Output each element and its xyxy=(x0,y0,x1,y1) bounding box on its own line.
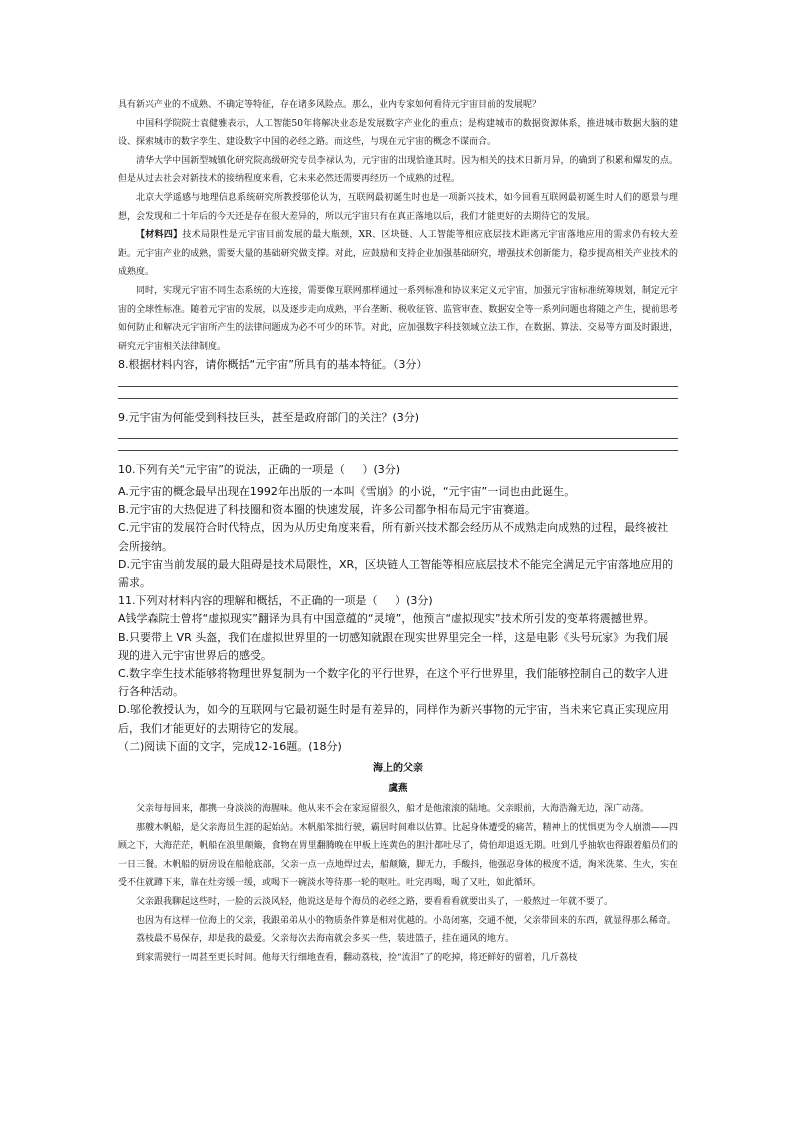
story-paragraph: 父亲跟我聊起这些时，一脸的云淡风轻，他说这是每个海员的必经之路，要看看看就要出头了，一般熬过一年就不要了。 xyxy=(136,896,614,907)
question-11-stem: 11.下列对材料内容的理解和概括，不正确的一项是（ ）(3分) xyxy=(118,594,433,608)
material-tag: 【材料四】 xyxy=(136,230,183,241)
option-c: C.数字孪生技术能够将物理世界复制为一个数字化的平行世界，在这个平行世界里，我们能够控制自己的数字人进行各种活动。 xyxy=(118,666,669,699)
answer-line[interactable] xyxy=(118,450,678,451)
story-title: 海上的父亲 xyxy=(373,762,423,774)
story-author: 虞燕 xyxy=(388,782,408,794)
option-a: A钱学森院士曾将“虚拟现实”翻译为具有中国意蕴的“灵境”，他预言“虚拟现实”技术所引发的变革将震撼世界。 xyxy=(118,612,655,626)
material-paragraph: 中国科学院院士袁健雅表示，人工智能50年将解决业态是发展数字产业化的重点；是构建城市的数据资源体系，推进城市数据大脑的建设、探索城市的数字孪生、建设数字中国的必经之路。而这些，与现在元宇宙的概念不谋而合。 xyxy=(118,118,678,148)
option-b: B.元宇宙的大热促进了科技圈和资本圈的快速发展，许多公司都争相布局元宇宙赛道。 xyxy=(118,503,537,517)
material-paragraph xyxy=(118,226,678,282)
answer-line[interactable] xyxy=(118,398,678,399)
question-9: 9.元宇宙为何能受到科技巨头，甚至是政府部门的关注？(3分) xyxy=(118,410,420,424)
material-paragraph: 具有新兴产业的不成熟、不确定等特征，存在诸多风险点。那么，业内专家如何看待元宇宙目前的发展呢？ xyxy=(118,100,542,110)
story-paragraph: 到家需驶行一周甚至更长时间。他每天行细地查看，翻动荔枝，捡“流泪”了的吃掉，将还鲜好的留着，几斤荔枝 xyxy=(136,952,578,963)
story-paragraph: 那艘木帆船，是父亲海员生涯的起始站。木帆船笨拙行驶，霸居时间难以估算。比起身体遭受的痛苦，精神上的忧惧更为令人崩溃——四顾之下，大海茫茫，帆船在浪里颠簸，食物在胃里翻腾晚在甲板上连黄色的胆汁都吐尽了，倚伯却退返无期。吐到几乎抽软也得跟着船员们的一日三餐。木帆船的厨房设在船舱底部，父亲一点一点地焊过去，船颠簸，脚无力，手酸抖，他强忍身体的极度不适，淘米洗菜、生火，实在受不住就蹲下来，靠在灶旁缓一缓，或喝下一碗淡水等待那一轮的呕吐。吐完再喝，喝了又吐，如此循环。 xyxy=(118,822,678,889)
material-paragraph: 北京大学遥感与地理信息系统研究所教授邬伦认为，互联网最初诞生时也是一项新兴技术，如今回看互联网最初诞生时人们的愿景与理想，会发现和二十年后的今天还是存在很大差异的，所以元宇宙只有在真正落地以后，我们才能更好的去期待它的发展。 xyxy=(118,192,678,222)
answer-line[interactable] xyxy=(118,438,678,439)
option-d: D.邬伦教授认为，如今的互联网与它最初诞生时是有差异的，同样作为新兴事物的元宇宙，当未来它真正实现应用后，我们才能更好的去期待它的发展。 xyxy=(118,703,669,735)
option-c: C.元宇宙的发展符合时代特点，因为从历史角度来看，所有新兴技术都会经历从不成熟走向成熟的过程，最终被社会所接纳。 xyxy=(118,521,669,553)
story-paragraph: 也因为有这样一位海上的父亲，我跟弟弟从小的物质条件算是相对优越的。小岛闭塞，交通不便，父亲带回来的东西，就显得那么稀奇。 xyxy=(136,915,677,926)
material-paragraph: 同时，实现元宇宙不同生态系统的大连接，需要像互联网那样通过一系列标准和协议来定义元宇宙，加强元宇宙标准统筹规划，制定元宇宙的全球性标准。随着元宇宙的发展，以及逐步走向成熟，平台垄断、税收征管、监管审查、数据安全等一系列问题也将随之产生，提前思考如何防止和解决元宇宙所产生的法律问题成为必不可少的环节。对此，应加强数字科技领域立法工作，在数据、算法、交易等方面及时跟进，研究元宇宙相关法律制度。 xyxy=(118,285,678,352)
material-text: 技术局限性是元宇宙目前发展的最大瓶颈，XR、区块链、人工智能等相应底层技术距离元宇宙落地应用的需求仍有较大差距。元宇宙产业的成熟，需要大量的基础研究做支撑。对此，应鼓励和支持企业加强基础研究，增强技术创新能力，稳步提高相关产业技术的成熟度。 xyxy=(118,230,678,278)
story-paragraph: 荔枝最不易保存，却是我的最爱。父亲每次去海南就会多买一些，装进篮子，挂在通风的地方。 xyxy=(136,934,515,945)
story-paragraph: 父亲每每回来，都携一身淡淡的海腥味。他从来不会在家逗留很久，船才是他滚滚的陆地。父亲眼前，大海浩瀚无边，深广动荡。 xyxy=(136,803,650,814)
material-paragraph: 清华大学中国新型城镇化研究院高级研究专员李禄认为，元宇宙的出现恰逢其时。因为相关的技术日新月异，的确到了积累和爆发的点。但是从过去社会对新技术的接纳程度来看，它未来必然还需要再经历一个成熟的过程。 xyxy=(118,155,678,185)
answer-line[interactable] xyxy=(118,386,678,387)
question-8: 8.根据材料内容，请你概括“元宇宙”所具有的基本特征。（3分） xyxy=(118,358,428,372)
option-d: D.元宇宙当前发展的最大阻碍是技术局限性，XR，区块链人工智能等相应底层技术不能完全满足元宇宙落地应用的需求。 xyxy=(118,557,674,589)
exam-page xyxy=(118,96,678,967)
option-b: B.只要带上 VR 头盔，我们在虚拟世界里的一切感知就跟在现实世界里完全一样，这是电影《头号玩家》为我们展现的进入元宇宙世界后的感受。 xyxy=(118,630,669,662)
section-heading: （二)阅读下面的文字，完成12-16题。(18分) xyxy=(118,739,342,753)
option-a: A.元宇宙的概念最早出现在1992年出版的一本叫《雪崩》的小说，“元宇宙”一词也由此诞生。 xyxy=(118,484,576,498)
question-10-stem: 10.下列有关“元宇宙”的说法，正确的一项是（ ）(3分) xyxy=(118,462,401,476)
